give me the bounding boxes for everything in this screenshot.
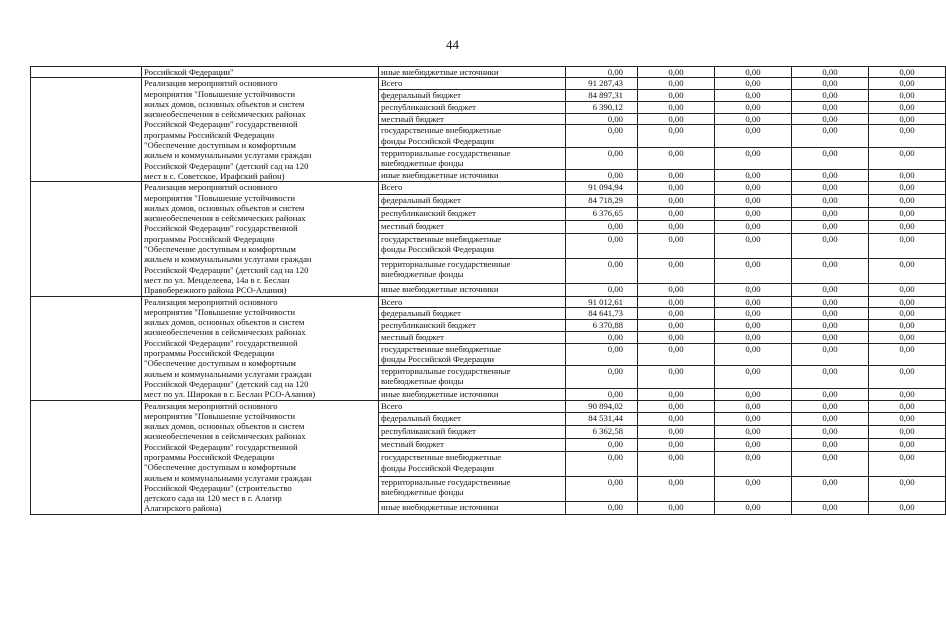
value-cell: 0,00 bbox=[869, 101, 946, 113]
value-cell: 0,00 bbox=[638, 208, 715, 221]
value-cell: 0,00 bbox=[566, 147, 638, 170]
funding-source: Всего bbox=[379, 182, 566, 195]
value-cell: 0,00 bbox=[638, 426, 715, 439]
value-cell: 0,00 bbox=[792, 101, 869, 113]
value-cell: 0,00 bbox=[869, 343, 946, 366]
value-cell: 0,00 bbox=[638, 331, 715, 343]
value-cell: 0,00 bbox=[869, 78, 946, 90]
value-cell: 0,00 bbox=[566, 221, 638, 234]
value-cell: 0,00 bbox=[869, 308, 946, 320]
value-cell: 0,00 bbox=[715, 308, 792, 320]
table-row bbox=[31, 182, 946, 195]
value-cell: 0,00 bbox=[869, 67, 946, 78]
value-cell: 0,00 bbox=[638, 296, 715, 308]
value-cell: 0,00 bbox=[869, 113, 946, 125]
funding-source: Всего bbox=[379, 400, 566, 413]
funding-source: государственные внебюджетные фонды Российской Федерации bbox=[379, 452, 566, 477]
value-cell: 0,00 bbox=[715, 400, 792, 413]
empty-cell bbox=[31, 296, 142, 400]
value-cell: 0,00 bbox=[792, 195, 869, 208]
value-cell: 0,00 bbox=[715, 501, 792, 514]
value-cell: 0,00 bbox=[715, 147, 792, 170]
value-cell: 0,00 bbox=[869, 331, 946, 343]
value-cell: 0,00 bbox=[869, 426, 946, 439]
financing-table bbox=[30, 66, 946, 515]
value-cell: 0,00 bbox=[869, 221, 946, 234]
value-cell: 0,00 bbox=[869, 170, 946, 182]
value-cell: 0,00 bbox=[638, 388, 715, 400]
value-cell: 0,00 bbox=[715, 388, 792, 400]
value-cell: 0,00 bbox=[715, 283, 792, 296]
value-cell: 0,00 bbox=[792, 78, 869, 90]
value-cell: 91 012,61 bbox=[566, 296, 638, 308]
funding-source: Всего bbox=[379, 296, 566, 308]
value-cell: 0,00 bbox=[638, 67, 715, 78]
value-cell: 0,00 bbox=[792, 343, 869, 366]
value-cell: 84 718,29 bbox=[566, 195, 638, 208]
value-cell: 84 531,44 bbox=[566, 413, 638, 426]
value-cell: 0,00 bbox=[792, 125, 869, 148]
funding-source: республиканский бюджет bbox=[379, 320, 566, 332]
value-cell: 0,00 bbox=[638, 78, 715, 90]
value-cell: 0,00 bbox=[792, 113, 869, 125]
funding-source: федеральный бюджет bbox=[379, 413, 566, 426]
value-cell: 0,00 bbox=[792, 366, 869, 389]
value-cell: 0,00 bbox=[638, 320, 715, 332]
funding-source: местный бюджет bbox=[379, 331, 566, 343]
value-cell: 0,00 bbox=[869, 208, 946, 221]
value-cell: 0,00 bbox=[869, 477, 946, 502]
value-cell: 0,00 bbox=[638, 366, 715, 389]
empty-cell bbox=[31, 67, 142, 78]
value-cell: 0,00 bbox=[715, 477, 792, 502]
value-cell: 0,00 bbox=[715, 331, 792, 343]
value-cell: 0,00 bbox=[638, 413, 715, 426]
value-cell: 0,00 bbox=[792, 170, 869, 182]
value-cell: 0,00 bbox=[792, 296, 869, 308]
value-cell: 0,00 bbox=[715, 101, 792, 113]
value-cell: 0,00 bbox=[792, 400, 869, 413]
value-cell: 0,00 bbox=[869, 320, 946, 332]
value-cell: 0,00 bbox=[869, 234, 946, 259]
measure-description: Реализация мероприятий основного мероприятия "Повышение устойчивости жилых домов, основных объектов и систем жизнеобеспечения в сейсмических районах Российской Федерации" государственной программы Российской Федерации "Обеспечение доступным и комфортным жильем и коммунальными услугами граждан Российской Федерации" (детский сад на 120 мест в с. Советское, Ирафский район) bbox=[142, 78, 379, 182]
value-cell: 0,00 bbox=[715, 452, 792, 477]
funding-source: территориальные государственные внебюджетные фонды bbox=[379, 366, 566, 389]
funding-source: территориальные государственные внебюджетные фонды bbox=[379, 258, 566, 283]
value-cell: 0,00 bbox=[638, 90, 715, 102]
funding-source: республиканский бюджет bbox=[379, 208, 566, 221]
value-cell: 0,00 bbox=[638, 501, 715, 514]
value-cell: 0,00 bbox=[792, 258, 869, 283]
value-cell: 0,00 bbox=[715, 343, 792, 366]
value-cell: 91 094,94 bbox=[566, 182, 638, 195]
value-cell: 0,00 bbox=[869, 501, 946, 514]
value-cell: 0,00 bbox=[638, 113, 715, 125]
table-row bbox=[31, 296, 946, 308]
table-row bbox=[31, 400, 946, 413]
empty-cell bbox=[31, 400, 142, 514]
value-cell: 0,00 bbox=[869, 283, 946, 296]
value-cell: 0,00 bbox=[792, 308, 869, 320]
value-cell: 0,00 bbox=[869, 182, 946, 195]
value-cell: 0,00 bbox=[792, 331, 869, 343]
value-cell: 0,00 bbox=[638, 170, 715, 182]
funding-source: государственные внебюджетные фонды Российской Федерации bbox=[379, 343, 566, 366]
funding-source: республиканский бюджет bbox=[379, 426, 566, 439]
funding-source: федеральный бюджет bbox=[379, 195, 566, 208]
empty-cell bbox=[31, 182, 142, 296]
value-cell: 0,00 bbox=[715, 234, 792, 259]
value-cell: 0,00 bbox=[715, 170, 792, 182]
value-cell: 6 390,12 bbox=[566, 101, 638, 113]
value-cell: 0,00 bbox=[869, 400, 946, 413]
value-cell: 0,00 bbox=[638, 195, 715, 208]
value-cell: 0,00 bbox=[715, 67, 792, 78]
value-cell: 0,00 bbox=[566, 388, 638, 400]
value-cell: 6 376,65 bbox=[566, 208, 638, 221]
value-cell: 91 287,43 bbox=[566, 78, 638, 90]
value-cell: 0,00 bbox=[566, 343, 638, 366]
funding-source: местный бюджет bbox=[379, 439, 566, 452]
value-cell: 0,00 bbox=[792, 221, 869, 234]
value-cell: 0,00 bbox=[638, 182, 715, 195]
value-cell: 84 641,73 bbox=[566, 308, 638, 320]
value-cell: 0,00 bbox=[715, 195, 792, 208]
value-cell: 0,00 bbox=[566, 283, 638, 296]
value-cell: 0,00 bbox=[792, 283, 869, 296]
funding-source: иные внебюджетные источники bbox=[379, 170, 566, 182]
value-cell: 0,00 bbox=[715, 413, 792, 426]
page-number: 44 bbox=[446, 37, 459, 52]
value-cell: 0,00 bbox=[638, 400, 715, 413]
value-cell: 0,00 bbox=[715, 320, 792, 332]
value-cell: 0,00 bbox=[869, 195, 946, 208]
value-cell: 84 897,31 bbox=[566, 90, 638, 102]
financing-table-body bbox=[31, 67, 946, 515]
funding-source: местный бюджет bbox=[379, 113, 566, 125]
value-cell: 0,00 bbox=[792, 452, 869, 477]
value-cell: 0,00 bbox=[869, 366, 946, 389]
value-cell: 0,00 bbox=[566, 501, 638, 514]
empty-cell bbox=[31, 78, 142, 182]
value-cell: 0,00 bbox=[566, 170, 638, 182]
value-cell: 0,00 bbox=[638, 308, 715, 320]
value-cell: 0,00 bbox=[566, 258, 638, 283]
value-cell: 0,00 bbox=[715, 426, 792, 439]
value-cell: 0,00 bbox=[792, 90, 869, 102]
value-cell: 0,00 bbox=[792, 320, 869, 332]
value-cell: 0,00 bbox=[638, 101, 715, 113]
value-cell: 0,00 bbox=[792, 439, 869, 452]
funding-source: иные внебюджетные источники bbox=[379, 283, 566, 296]
value-cell: 0,00 bbox=[566, 67, 638, 78]
value-cell: 90 894,02 bbox=[566, 400, 638, 413]
value-cell: 0,00 bbox=[792, 147, 869, 170]
value-cell: 0,00 bbox=[566, 439, 638, 452]
value-cell: 0,00 bbox=[869, 388, 946, 400]
funding-source: Всего bbox=[379, 78, 566, 90]
funding-source: государственные внебюджетные фонды Российской Федерации bbox=[379, 125, 566, 148]
value-cell: 0,00 bbox=[792, 234, 869, 259]
value-cell: 0,00 bbox=[869, 413, 946, 426]
value-cell: 0,00 bbox=[715, 296, 792, 308]
funding-source: иные внебюджетные источники bbox=[379, 501, 566, 514]
value-cell: 0,00 bbox=[715, 182, 792, 195]
funding-source: государственные внебюджетные фонды Российской Федерации bbox=[379, 234, 566, 259]
value-cell: 0,00 bbox=[638, 283, 715, 296]
value-cell: 0,00 bbox=[638, 147, 715, 170]
value-cell: 0,00 bbox=[638, 234, 715, 259]
value-cell: 0,00 bbox=[869, 258, 946, 283]
measure-description: Реализация мероприятий основного мероприятия "Повышение устойчивости жилых домов, основных объектов и систем жизнеобеспечения в сейсмических районах Российской Федерации" государственной программы Российской Федерации "Обеспечение доступным и комфортным жильем и коммунальными услугами граждан Российской Федерации" (детский сад на 120 мест по ул. Широкая в г. Беслан РСО-Алания) bbox=[142, 296, 379, 400]
value-cell: 0,00 bbox=[566, 331, 638, 343]
value-cell: 0,00 bbox=[566, 477, 638, 502]
value-cell: 0,00 bbox=[715, 221, 792, 234]
value-cell: 0,00 bbox=[715, 208, 792, 221]
value-cell: 0,00 bbox=[638, 221, 715, 234]
measure-description: Реализация мероприятий основного мероприятия "Повышение устойчивости жилых домов, основных объектов и систем жизнеобеспечения в сейсмических районах Российской Федерации" государственной программы Российской Федерации "Обеспечение доступным и комфортным жильем и коммунальными услугами граждан Российской Федерации" (строительство детского сада на 120 мест в г. Алагир Алагирского района) bbox=[142, 400, 379, 514]
value-cell: 0,00 bbox=[792, 501, 869, 514]
value-cell: 0,00 bbox=[638, 343, 715, 366]
measure-description: Реализация мероприятий основного мероприятия "Повышение устойчивости жилых домов, основных объектов и систем жизнеобеспечения в сейсмических районах Российской Федерации" государственной программы Российской Федерации "Обеспечение доступным и комфортным жильем и коммунальными услугами граждан Российской Федерации" (детский сад на 120 мест по ул. Менделеева, 14а в г. Беслан Правобережного района РСО-Алания) bbox=[142, 182, 379, 296]
value-cell: 0,00 bbox=[792, 388, 869, 400]
value-cell: 0,00 bbox=[869, 296, 946, 308]
value-cell: 0,00 bbox=[566, 452, 638, 477]
value-cell: 6 362,58 bbox=[566, 426, 638, 439]
funding-source: федеральный бюджет bbox=[379, 90, 566, 102]
value-cell: 0,00 bbox=[638, 258, 715, 283]
value-cell: 0,00 bbox=[869, 147, 946, 170]
value-cell: 0,00 bbox=[869, 125, 946, 148]
value-cell: 0,00 bbox=[638, 477, 715, 502]
value-cell: 0,00 bbox=[792, 208, 869, 221]
funding-source: территориальные государственные внебюджетные фонды bbox=[379, 147, 566, 170]
value-cell: 0,00 bbox=[792, 477, 869, 502]
value-cell: 0,00 bbox=[638, 125, 715, 148]
value-cell: 6 370,88 bbox=[566, 320, 638, 332]
funding-source: федеральный бюджет bbox=[379, 308, 566, 320]
value-cell: 0,00 bbox=[715, 258, 792, 283]
value-cell: 0,00 bbox=[715, 78, 792, 90]
value-cell: 0,00 bbox=[566, 234, 638, 259]
value-cell: 0,00 bbox=[715, 90, 792, 102]
funding-source: иные внебюджетные источники bbox=[379, 388, 566, 400]
value-cell: 0,00 bbox=[638, 452, 715, 477]
value-cell: 0,00 bbox=[715, 366, 792, 389]
value-cell: 0,00 bbox=[715, 125, 792, 148]
value-cell: 0,00 bbox=[715, 113, 792, 125]
value-cell: 0,00 bbox=[566, 366, 638, 389]
funding-source: территориальные государственные внебюджетные фонды bbox=[379, 477, 566, 502]
continuation-row bbox=[31, 67, 946, 78]
value-cell: 0,00 bbox=[792, 426, 869, 439]
table-row bbox=[31, 78, 946, 90]
value-cell: 0,00 bbox=[869, 452, 946, 477]
funding-source: местный бюджет bbox=[379, 221, 566, 234]
measure-description: Российской Федерации" bbox=[142, 67, 379, 78]
value-cell: 0,00 bbox=[792, 182, 869, 195]
value-cell: 0,00 bbox=[869, 439, 946, 452]
funding-source: иные внебюджетные источники bbox=[379, 67, 566, 78]
value-cell: 0,00 bbox=[792, 413, 869, 426]
value-cell: 0,00 bbox=[869, 90, 946, 102]
funding-source: республиканский бюджет bbox=[379, 101, 566, 113]
value-cell: 0,00 bbox=[566, 125, 638, 148]
value-cell: 0,00 bbox=[715, 439, 792, 452]
value-cell: 0,00 bbox=[792, 67, 869, 78]
value-cell: 0,00 bbox=[566, 113, 638, 125]
value-cell: 0,00 bbox=[638, 439, 715, 452]
